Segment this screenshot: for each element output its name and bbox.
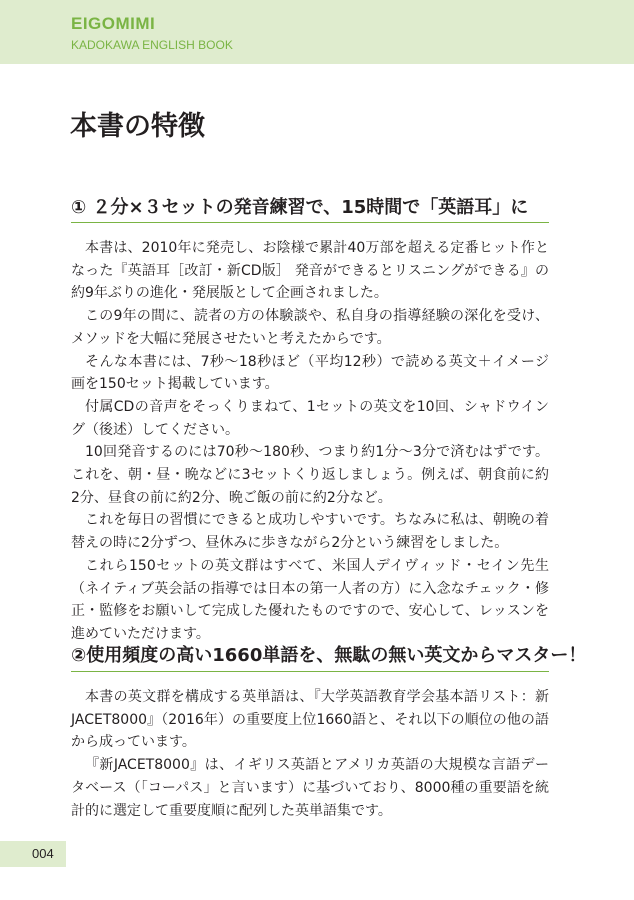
series-name: KADOKAWA ENGLISH BOOK: [71, 38, 233, 52]
section-rule-1: [71, 222, 549, 223]
paragraph: この9年の間に、読者の方の体験談や、私自身の指導経験の深化を受け、メソッドを大幅に発展させたいと考えたからです。: [71, 308, 549, 347]
section-body-2: [71, 686, 549, 822]
section-rule-2: [71, 671, 549, 672]
paragraph: 付属CDの音声をそっくりまねて、1セットの英文を10回、シャドウイング（後述）してください。: [71, 398, 549, 438]
header-band: [0, 0, 634, 64]
brand-logo: EIGOMIMI: [71, 14, 156, 33]
section-heading-2: ②使用頻度の高い1660単語を、無駄の無い英文からマスター！: [71, 645, 587, 666]
paragraph: そんな本書には、7秒〜18秒ほど（平均12秒）で読める英文＋イメージ画を150セット掲載しています。: [71, 353, 549, 393]
paragraph: これら150セットの英文群はすべて、米国人デイヴィッド・セイン先生（ネイティブ英会話の指導では日本の第一人者の方）に入念なチェック・修正・監修をお願いして完成した優れたものですので、安心して、レッスンを進めていただけます。: [71, 557, 549, 642]
section-heading-1: ① ２分×３セットの発音練習で、15時間で「英語耳」に: [71, 197, 529, 218]
paragraph: 本書の英文群を構成する英単語は、『大学英語教育学会基本語リスト：新JACET8000』（2016年）の重要度上位1660語と、それ以下の順位の他の語から成っています。: [71, 689, 549, 751]
paragraph: 本書は、2010年に発売し、お陰様で累計40万部を超える定番ヒット作となった『英語耳［改訂・新CD版］ 発音ができるとリスニングができる』の約9年ぶりの進化・発展版として企画されました。: [71, 240, 549, 302]
section-body-1: [71, 237, 549, 646]
page-number-tab: [0, 841, 66, 867]
page-title: 本書の特徴: [70, 111, 205, 142]
page-number: 004: [32, 846, 54, 861]
paragraph: 10回発音するのには70秒〜180秒、つまり約1分〜3分で済むはずです。これを、朝・昼・晩などに3セットくり返しましょう。例えば、朝食前に約2分、昼食の前に約2分、晩ご飯の前に約2分など。: [71, 444, 549, 506]
paragraph: これを毎日の習慣にできると成功しやすいです。ちなみに私は、朝晩の着替えの時に2分ずつ、昼休みに歩きながら2分という練習をしました。: [71, 512, 549, 552]
paragraph: 『新JACET8000』は、イギリス英語とアメリカ英語の大規模な言語データベース（「コーパス」と言います）に基づいており、8000種の重要語を統計的に選定して重要度順に配列した英単語集です。: [71, 757, 549, 819]
